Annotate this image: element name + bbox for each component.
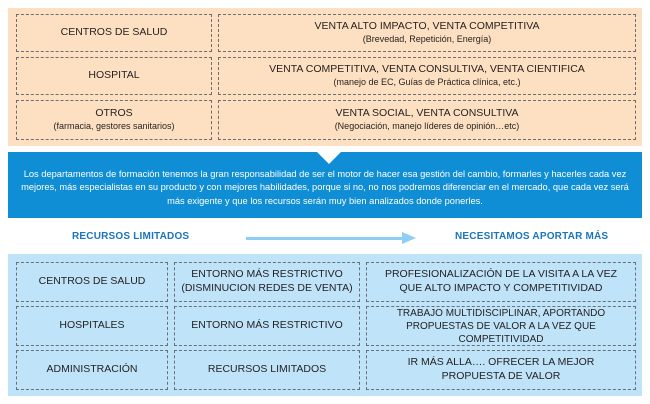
sales-type-label: VENTA COMPETITIVA, VENTA CONSULTIVA, VENTA CIENTIFICA: [269, 63, 585, 76]
environment-label: ENTORNO MÁS RESTRICTIVO: [191, 319, 343, 332]
sales-type-detail: (Brevedad, Repetición, Energía): [362, 33, 492, 44]
sales-type-detail: (Negociación, manejo líderes de opinión…etc): [334, 120, 520, 131]
segment-label: ADMINISTRACIÓN: [46, 363, 138, 376]
sales-type-label: VENTA SOCIAL, VENTA CONSULTIVA: [335, 107, 519, 120]
bottom-row-3-need: [366, 350, 636, 390]
bottom-row-2-segment: [16, 306, 168, 346]
top-row-1-segment: [16, 14, 212, 52]
segment-label: OTROS: [95, 107, 133, 120]
flow-arrow-shaft: [246, 237, 404, 240]
bottom-row-1-need: [366, 262, 636, 302]
bottom-row-3-environment: [174, 350, 360, 390]
bottom-row-3-segment: [16, 350, 168, 390]
flow-right-label: NECESITAMOS APORTAR MÁS: [455, 231, 609, 242]
bottom-row-2-need: [366, 306, 636, 346]
bottom-row-2-environment: [174, 306, 360, 346]
top-row-2-sales: [218, 57, 636, 95]
banner-text: Los departamentos de formación tenemos la gran responsabilidad de ser el motor de hacer esa gestión del cambio, formarles y hacerles cada vez mejores, más especialistas en su producto y con mejores habilidades, porque si no, no nos podremos diferenciar en el mercado, que cada vez será más exigente y que los recursos serán muy bien analizados donde ponerles.: [21, 169, 629, 206]
top-row-1-sales: [218, 14, 636, 52]
bottom-row-1-segment: [16, 262, 168, 302]
flow-arrow-head-icon: [402, 232, 416, 244]
top-row-3-sales: [218, 100, 636, 140]
top-row-3-segment: [16, 100, 212, 140]
environment-label: RECURSOS LIMITADOS: [207, 363, 327, 376]
sales-type-detail: (manejo de EC, Guías de Práctica clínica, etc.): [333, 76, 521, 87]
segment-label: CENTROS DE SALUD: [60, 26, 168, 39]
need-label: PROFESIONALIZACIÓN DE LA VISITA A LA VEZ QUE ALTO IMPACTO Y COMPETITIVIDAD: [384, 268, 618, 294]
top-row-2-segment: [16, 57, 212, 95]
bottom-row-1-environment: [174, 262, 360, 302]
need-label: IR MÁS ALLA…. OFRECER LA MEJOR PROPUESTA DE VALOR: [407, 356, 595, 382]
segment-label: HOSPITAL: [88, 69, 140, 82]
segment-label: CENTROS DE SALUD: [38, 275, 146, 288]
segment-detail: (farmacia, gestores sanitarios): [53, 120, 175, 131]
sales-type-label: VENTA ALTO IMPACTO, VENTA COMPETITIVA: [314, 20, 540, 33]
environment-label: ENTORNO MÁS RESTRICTIVO (DISMINUCION REDES DE VENTA): [181, 268, 353, 294]
need-label: TRABAJO MULTIDISCIPLINAR, APORTANDO PROPUESTAS DE VALOR A LA VEZ QUE COMPETITIVIDAD: [396, 307, 606, 345]
flow-left-label: RECURSOS LIMITADOS: [72, 231, 190, 242]
segment-label: HOSPITALES: [59, 319, 125, 332]
banner-notch: [317, 152, 341, 164]
